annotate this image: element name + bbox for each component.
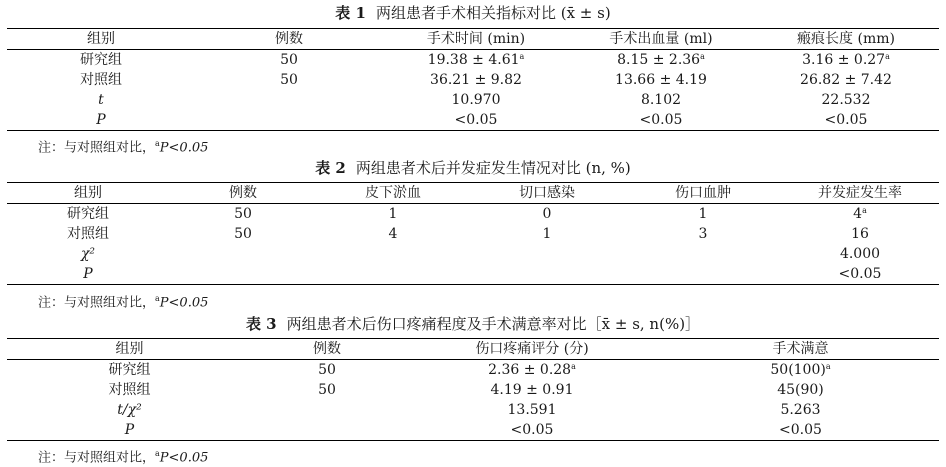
table-row xyxy=(7,50,939,71)
table-row xyxy=(7,400,939,420)
value: 3.16 ± 0.27 xyxy=(802,52,886,68)
rate-cell: <0.05 xyxy=(838,266,882,282)
table3-header-n: 例数 xyxy=(313,341,341,357)
time-cell: <0.05 xyxy=(454,112,498,128)
hematoma-cell: 1 xyxy=(698,206,708,222)
stat-label-cell: t/χ² xyxy=(117,402,142,418)
table3-note xyxy=(38,445,208,467)
table-row xyxy=(7,70,939,90)
value: 16 xyxy=(851,226,869,242)
satisfaction-cell: 5.263 xyxy=(780,402,821,418)
value: 2.36 ± 0.28 xyxy=(488,362,572,378)
sig-mark: a xyxy=(700,52,705,61)
table2-caption xyxy=(0,158,946,178)
blood-cell: <0.05 xyxy=(639,112,683,128)
note-suffix: P<0.05 xyxy=(159,140,209,156)
value: 36.21 ± 9.82 xyxy=(430,72,522,88)
table3-title: 两组患者术后伤口疼痛程度及手术满意率对比［x̄ ± s, n(%)］ xyxy=(286,315,701,333)
n-cell: 50 xyxy=(318,382,336,398)
table3-label: 表 3 xyxy=(245,315,277,333)
table2-header-group: 组别 xyxy=(74,185,102,201)
sig-mark: a xyxy=(862,206,867,215)
group-cell: 对照组 xyxy=(80,72,122,88)
hematoma-cell xyxy=(625,264,781,285)
table2-title: 两组患者术后并发症发生情况对比 (n, %) xyxy=(355,159,631,177)
group-cell: 研究组 xyxy=(67,206,109,222)
note-sig-mark: a xyxy=(155,449,160,458)
satisfaction-cell: <0.05 xyxy=(779,422,822,438)
stat-label-cell: P xyxy=(83,266,93,282)
n-cell xyxy=(169,244,317,264)
table1-header-group: 组别 xyxy=(87,31,115,47)
n-cell: 50 xyxy=(280,72,298,88)
table3 xyxy=(7,338,939,441)
n-cell xyxy=(252,400,402,420)
table1-title: 两组患者手术相关指标对比 (x̄ ± s) xyxy=(375,4,611,22)
blood-cell: 8.102 xyxy=(640,92,682,108)
pain-cell: 13.591 xyxy=(507,402,557,418)
sig-mark: a xyxy=(571,362,576,371)
table-row xyxy=(7,360,939,381)
stat-label-cell: P xyxy=(124,422,135,438)
satisfaction-cell xyxy=(662,360,939,381)
note-suffix: P<0.05 xyxy=(159,450,209,466)
blood-cell xyxy=(569,50,753,71)
scar-cell: 22.532 xyxy=(821,92,871,108)
bruise-cell xyxy=(317,244,469,264)
sig-mark: a xyxy=(519,52,525,61)
pain-cell xyxy=(402,360,662,381)
table2-header-rate: 并发症发生率 xyxy=(818,185,902,201)
table2-note xyxy=(38,290,208,312)
note-prefix: 注：与对照组对比， xyxy=(38,140,156,156)
table1-header-blood: 手术出血量 (ml) xyxy=(609,31,713,47)
table2 xyxy=(7,182,939,285)
table3-caption xyxy=(0,314,946,334)
table1-note xyxy=(38,135,208,157)
n-cell: 50 xyxy=(280,52,298,68)
group-cell: 研究组 xyxy=(80,52,122,68)
bruise-cell: 4 xyxy=(388,226,398,242)
rate-cell xyxy=(781,224,939,244)
n-cell xyxy=(195,110,383,131)
hematoma-cell: 3 xyxy=(698,226,708,242)
value: 45(90) xyxy=(777,382,824,398)
blood-cell xyxy=(569,70,753,90)
note-prefix: 注：与对照组对比， xyxy=(38,450,156,466)
sig-mark: a xyxy=(825,362,831,371)
table-row xyxy=(7,90,939,110)
table3-header-row xyxy=(7,339,939,360)
n-cell: 50 xyxy=(318,362,336,378)
table1-caption xyxy=(0,3,946,23)
table2-label: 表 2 xyxy=(315,159,346,177)
bruise-cell xyxy=(317,264,469,285)
group-cell: 对照组 xyxy=(108,382,151,398)
group-cell: 研究组 xyxy=(108,362,151,378)
time-cell: 10.970 xyxy=(451,92,501,108)
table2-header-infection: 切口感染 xyxy=(519,185,575,201)
satisfaction-cell xyxy=(662,380,939,400)
infection-cell xyxy=(469,244,625,264)
table3-header-pain: 伤口疼痛评分 (分) xyxy=(475,341,589,357)
n-cell: 50 xyxy=(234,226,252,242)
table1-header-n: 例数 xyxy=(275,31,303,47)
group-cell: 对照组 xyxy=(67,226,109,242)
scar-cell xyxy=(753,70,939,90)
note-suffix: P<0.05 xyxy=(159,295,209,311)
bruise-cell: 1 xyxy=(388,206,398,222)
sig-mark: a xyxy=(885,52,890,61)
pain-cell: <0.05 xyxy=(510,422,554,438)
note-sig-mark: a xyxy=(155,139,160,148)
time-cell xyxy=(383,70,569,90)
n-cell xyxy=(169,264,317,285)
table2-header-hematoma: 伤口血肿 xyxy=(675,185,731,201)
value: 4 xyxy=(853,206,863,222)
value: 13.66 ± 4.19 xyxy=(615,72,707,88)
value: 50(100) xyxy=(770,362,826,378)
table1 xyxy=(7,28,939,131)
rate-cell: 4.000 xyxy=(839,246,881,262)
n-cell xyxy=(252,420,402,441)
table3-header-satisfaction: 手术满意 xyxy=(772,341,829,357)
note-prefix: 注：与对照组对比， xyxy=(38,295,156,311)
infection-cell: 1 xyxy=(542,226,552,242)
table-row xyxy=(7,204,939,225)
table1-header-scar: 瘢痕长度 (mm) xyxy=(797,31,895,47)
table-row xyxy=(7,244,939,264)
table-row xyxy=(7,110,939,131)
infection-cell xyxy=(469,264,625,285)
table1-header-time: 手术时间 (min) xyxy=(426,31,526,47)
table1-label: 表 1 xyxy=(335,4,366,22)
n-cell xyxy=(195,90,383,110)
note-sig-mark: a xyxy=(155,294,160,303)
value: 4.19 ± 0.91 xyxy=(490,382,574,398)
infection-cell: 0 xyxy=(542,206,552,222)
table-row xyxy=(7,380,939,400)
table3-header-group: 组别 xyxy=(115,341,144,357)
table2-header-bruise: 皮下淤血 xyxy=(365,185,421,201)
value: 26.82 ± 7.42 xyxy=(800,72,892,88)
table1-header-row xyxy=(7,29,939,50)
table-row xyxy=(7,224,939,244)
value: 19.38 ± 4.61 xyxy=(427,52,520,68)
rate-cell xyxy=(781,204,939,225)
table-row xyxy=(7,264,939,285)
pain-cell xyxy=(402,380,662,400)
table2-header-row xyxy=(7,183,939,204)
time-cell xyxy=(383,50,569,71)
table2-header-n: 例数 xyxy=(229,185,257,201)
scar-cell: <0.05 xyxy=(824,112,868,128)
table-row xyxy=(7,420,939,441)
value: 8.15 ± 2.36 xyxy=(617,52,701,68)
stat-label-cell: χ² xyxy=(80,246,96,262)
n-cell: 50 xyxy=(234,206,252,222)
stat-label-cell: t xyxy=(98,92,104,108)
hematoma-cell xyxy=(625,244,781,264)
stat-label-cell: P xyxy=(96,112,106,128)
scar-cell xyxy=(753,50,939,71)
